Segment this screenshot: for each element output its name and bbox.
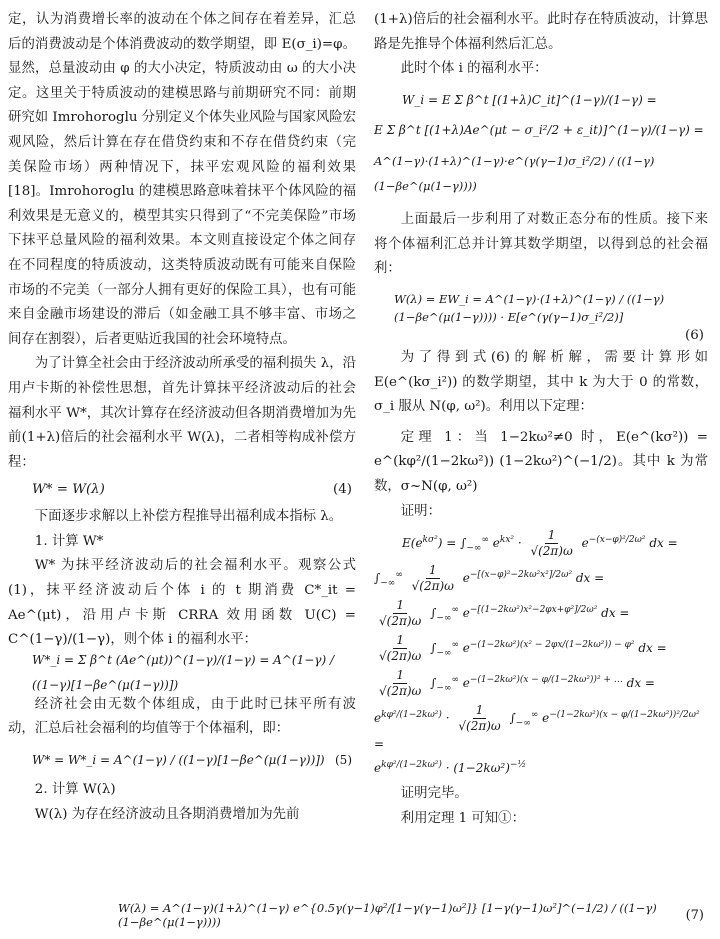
equation-number: (7) — [685, 907, 704, 923]
paragraph: 利用定理 1 可知①： — [400, 810, 525, 826]
proof-end: 证明完毕。 — [400, 786, 468, 802]
equation-body: W*_i = Σ β^t (Ae^(μt))^(1−γ)/(1−γ) = A^(1−γ) / ((1−γ)[1−βe^(μ(1−γ))]) — [32, 653, 334, 692]
paragraph: 此时个体 i 的福利水平： — [400, 61, 548, 77]
proof-step: $\frac{1}{√(2\pi)\omega}$ $\int_{-\infty}^\infty$ $e^{-[(1-2k\omega^2)x^2-2\varphi x+\varphi^2]/2\omega^2}$ dx = — [379, 598, 630, 629]
proof-label: 证明： — [400, 503, 441, 519]
equation-wi-line-1: W_i = E Σ β^t [(1+λ)C_it]^(1−γ)/(1−γ) = — [402, 92, 657, 107]
paragraph: 经济社会由无数个体组成，由于此时已抹平所有波动，汇总后社会福利的均值等于个体福利，即： — [8, 696, 356, 737]
proof-step: $\frac{1}{√(2\pi)\omega}$ $\int_{-\infty}^\infty$ $e^{-(1-2k\omega^2)(x^2 - 2\varphi x/(1-2k\omega^2)) - \varphi^2}$ dx = — [379, 633, 667, 664]
paragraph: W* 为抹平经济波动后的社会福利水平。观察公式(1)，抹平经济波动后个体 i 的 t 期消费 C*_it = Ae^(μt)，沿用卢卡斯 CRRA 效用函数 U(C) = C^(1−γ)/(1−γ)，则个体 i 的福利水平： — [8, 558, 356, 648]
paragraph: 上面最后一步利用了对数正态分布的性质。接下来将个体福利汇总并计算其数学期望，以得到总的社会福利： — [374, 212, 708, 277]
paragraph: W(λ) 为存在经济波动且各期消费增加为先前 — [34, 806, 300, 822]
section-heading: 1. 计算 W* — [34, 533, 104, 549]
equation-wi-line-2: E Σ β^t [(1+λ)Ae^(μt − σ_i²/2 + ε_it)]^(1−γ)/(1−γ) = — [374, 123, 704, 138]
left-column — [8, 8, 356, 827]
equation-body: W* = W(λ) — [32, 481, 105, 497]
equation-7 — [8, 898, 708, 932]
proof-derivation — [374, 528, 708, 778]
right-column — [374, 8, 708, 831]
paragraph: 下面逐步求解以上补偿方程推导出福利成本指标 λ。 — [34, 509, 343, 525]
equation-wi-line-3: A^(1−γ)·(1+λ)^(1−γ)·e^(γ(γ−1)σ_i²/2) / ((1−γ)(1−βe^(μ(1−γ)))) — [374, 153, 655, 193]
section-heading: 2. 计算 W(λ) — [34, 782, 116, 798]
paragraph: 为了得到式(6)的解析解，需要计算形如 E(e^(kσ_i²)) 的数学期望，其中 k 为大于 0 的常数，σ_i 服从 N(φ, ω²)。利用以下定理： — [374, 349, 708, 415]
paragraph: (1+λ)倍后的社会福利水平。此时存在特质波动，计算思路是先推导个体福利然后汇总。 — [374, 12, 708, 52]
proof-step: $\frac{1}{√(2\pi)\omega}$ $\int_{-\infty}^\infty$ $e^{-(1-2k\omega^2)(x - \varphi/(1-2k\omega^2))^2 + \dots}$ dx = — [379, 668, 655, 699]
theorem: 定理 1：当 1−2kω²≠0 时，E(e^(kσ²)) = e^(kφ²/(1−2kω²)) (1−2kω²)^(−1/2)。其中 k 为常数，σ~N(φ, ω²) — [374, 429, 708, 494]
equation-body: W* = W*_i = A^(1−γ) / ((1−γ)[1−βe^(μ(1−γ))]) — [32, 752, 325, 767]
equation-wi-star — [8, 653, 356, 693]
paragraph: 为了计算全社会由于经济波动所承受的福利损失 λ，沿用卢卡斯的补偿性思想，首先计算抹平经济波动后的社会福利水平 W*，其次计算存在经济波动但各期消费增加为先前(1+λ)倍后的社会福利水平 W(λ)，二者相等构成补偿方程： — [8, 356, 356, 470]
equation-6: W(λ) = EW_i = A^(1−γ)·(1+λ)^(1−γ) / ((1−γ)(1−βe^(μ(1−γ)))) · E[e^(γ(γ−1)σ_i²/2)] — [394, 291, 665, 324]
equation-body: W(λ) = A^(1−γ)(1+λ)^(1−γ) e^{0.5γ(γ−1)φ²/[1−γ(γ−1)ω²]} [1−γ(γ−1)ω²]^(−1/2) / ((1−γ)(1−βe^(μ(1−γ)))) — [118, 901, 657, 929]
equation-4 — [8, 475, 356, 505]
equation-5 — [8, 742, 356, 778]
equation-number: (6) — [685, 327, 704, 343]
proof-step: $E(e^{k\sigma^2}) = \int_{-\infty}^\infty$ $e^{kx^2}$ · $\frac{1}{√(2\pi)\omega}$ $e^{-(x-\varphi)^2/2\omega^2}$ dx = — [402, 528, 678, 559]
proof-step: $\int_{-\infty}^\infty$ $\frac{1}{√(2\pi)\omega}$ $e^{-[(x-\varphi)^2-2k\omega^2x^2]/2\omega^2}$ dx = — [374, 563, 605, 594]
equation-number: (4) — [333, 481, 352, 497]
proof-step: $e^{k\varphi^2/(1-2k\omega^2)}$ · $\frac{1}{√(2\pi)\omega}$ $\int_{-\infty}^\infty$ $e^{-(1-2k\omega^2)(x - \varphi/(1-2k\omega^2))^2/2\omega^2}$ = — [374, 703, 700, 752]
proof-step: $e^{k\varphi^2/(1-2k\omega^2)} \cdot (1-2k\omega^2)^{-\frac{1}{2}}$ — [374, 760, 527, 776]
equation-number: (5) — [335, 752, 352, 767]
paragraph: 定，认为消费增长率的波动在个体之间存在着差异，汇总后的消费波动是个体消费波动的数学期望，即 E(σ_i)=φ。显然，总量波动由 φ 的大小决定，特质波动由 ω 的大小决定。这里关于特质波动的建模思路与前期研究不同：前期研究如 Imrohoroglu 分别定义个体失业风险与国家风险宏观风险，然后计算在存在借贷约束和不存在借贷约束（完美保险市场）两种情况下，抹平宏观风险的福利效果[18]。Imrohoroglu 的建模思路意味着抹平个体风险的福利效果是无意义的，模型其实只得到了“不完美保险”市场下抹平总量风险的福利效果。本文则直接设定个体之间存在不同程度的特质波动，这类特质波动既有可能来自保险市场的不完美（一部分人拥有更好的保险工具），也有可能来自金融市场建设的滞后（如金融工具不够丰富、市场之间存在割裂），后者更贴近我国的社会环境特点。 — [8, 12, 357, 347]
